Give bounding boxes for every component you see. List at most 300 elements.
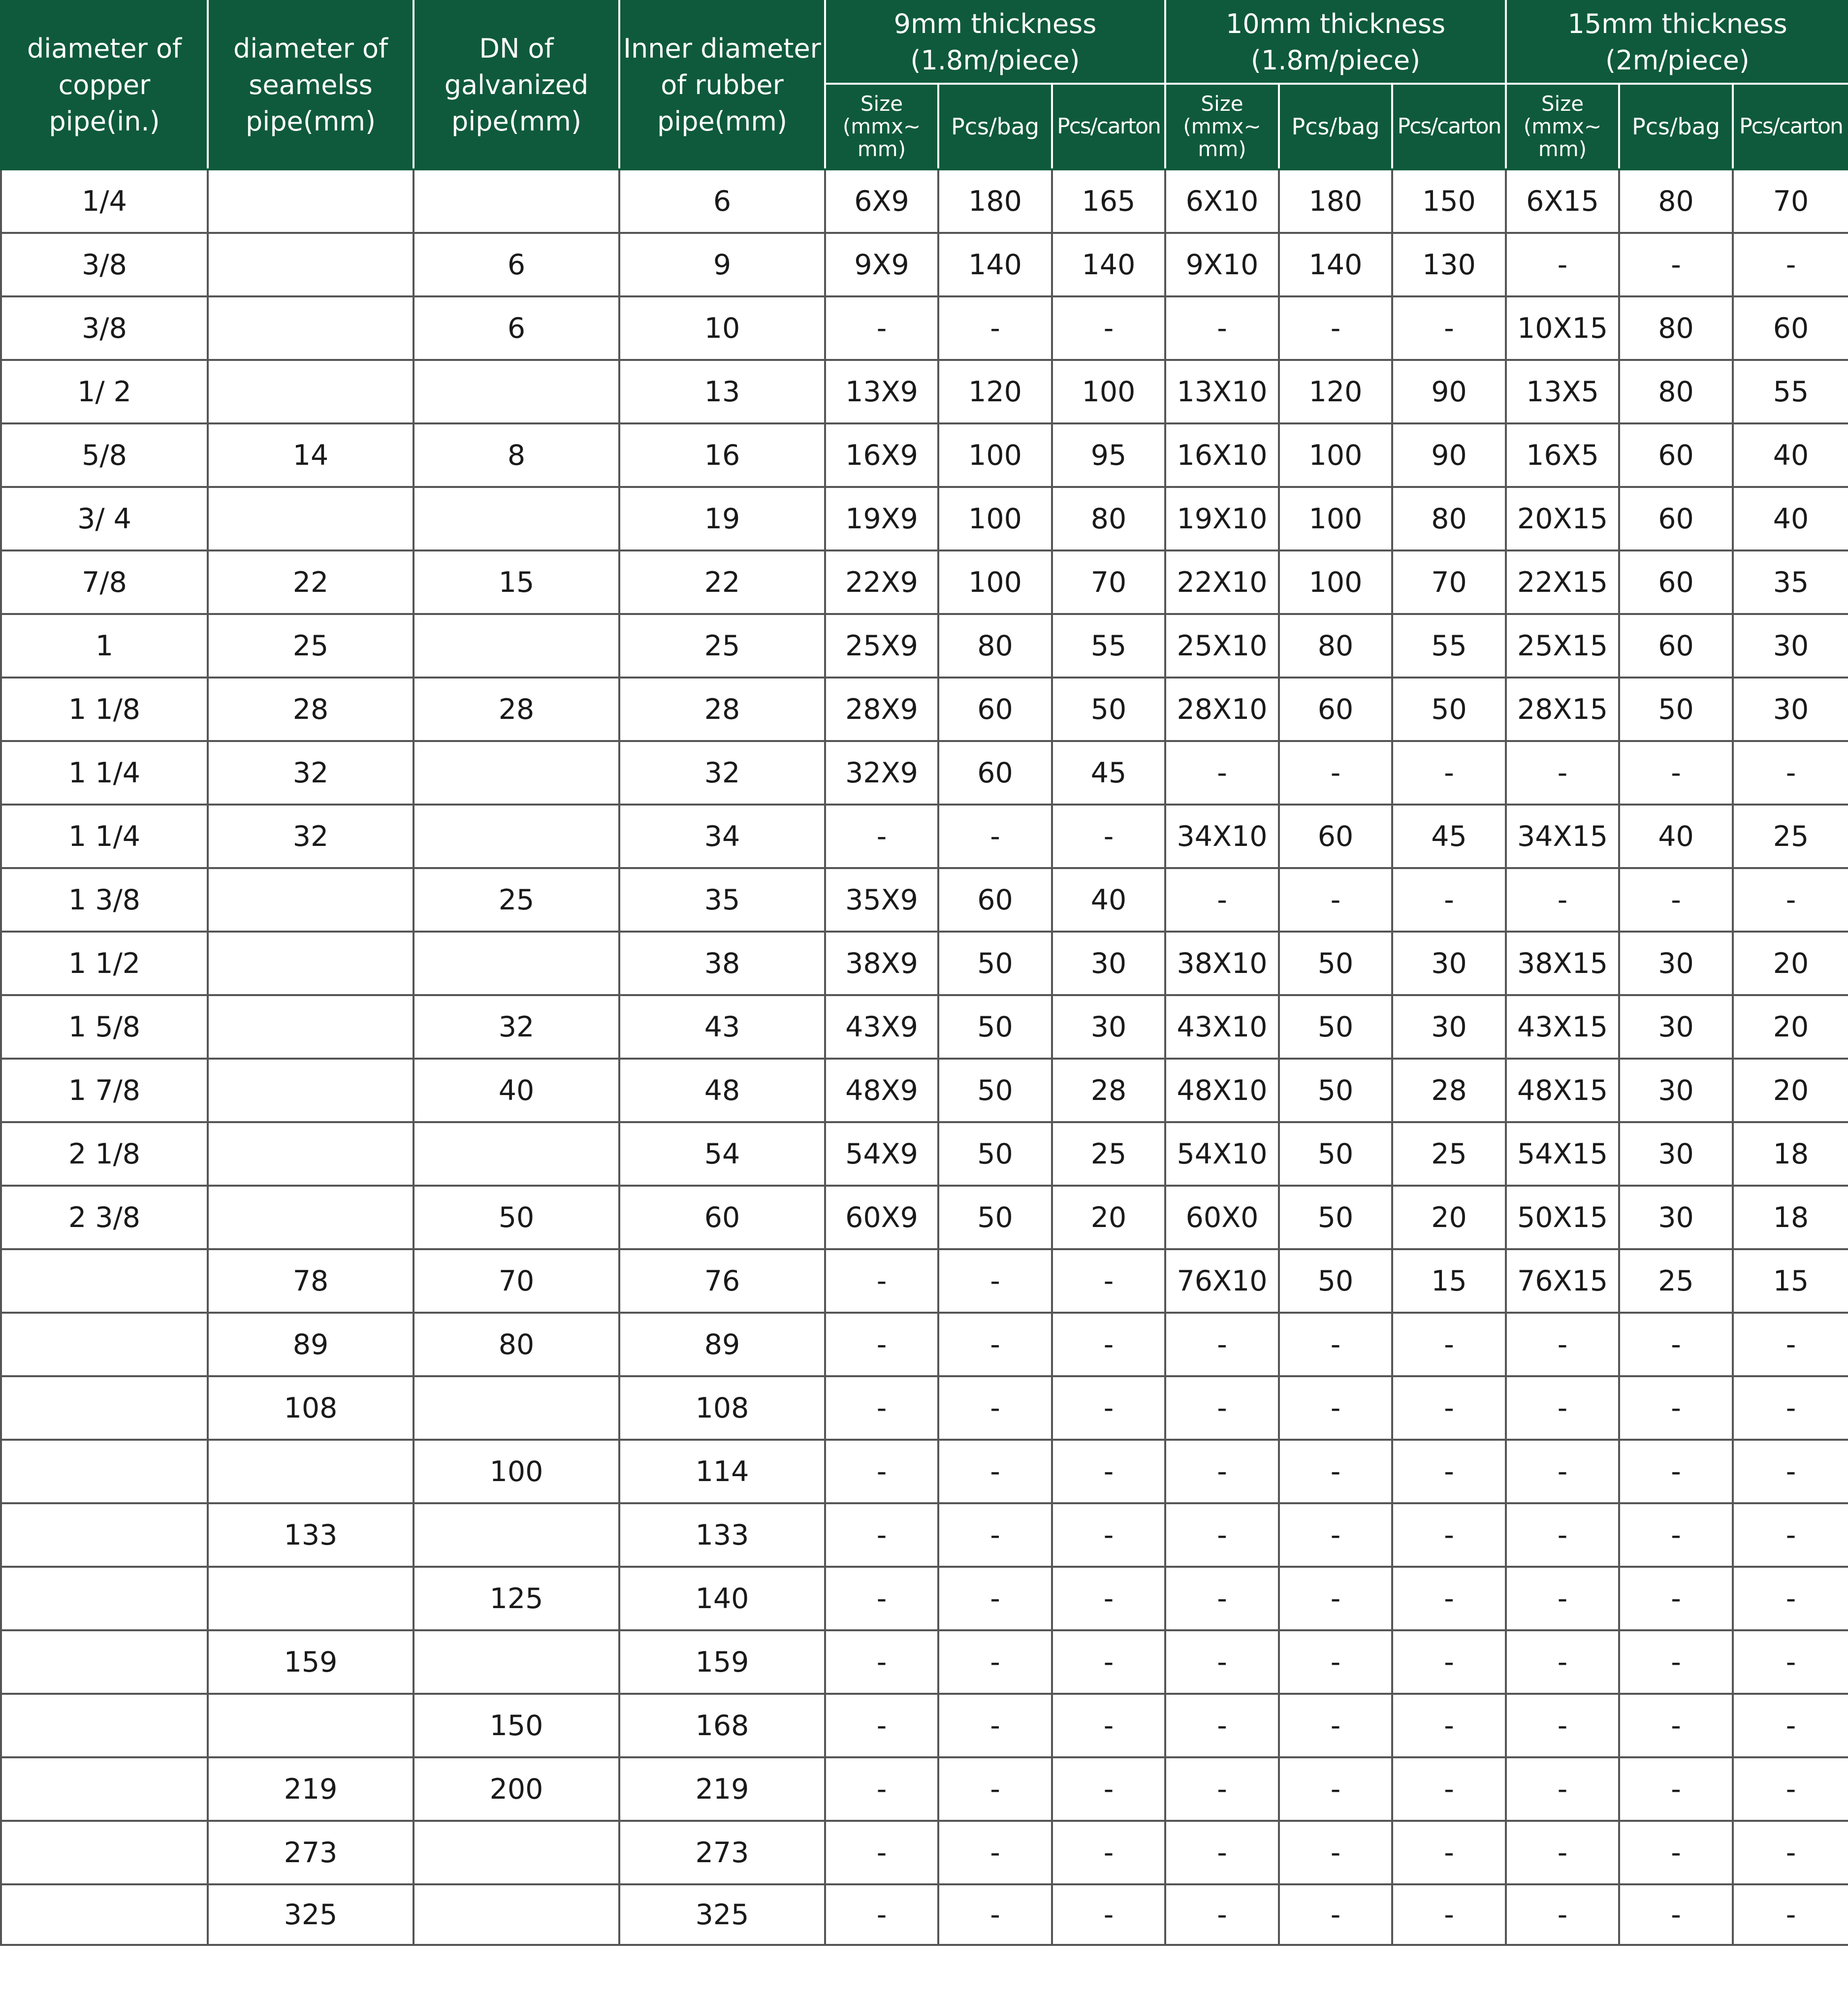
- table-row: [1, 1059, 1848, 1122]
- table-cell: -: [938, 1440, 1052, 1503]
- table-cell: 30: [1392, 932, 1506, 995]
- table-cell: 325: [208, 1884, 414, 1945]
- table-cell: 28: [1392, 1059, 1506, 1122]
- table-cell: -: [1279, 1567, 1392, 1630]
- table-cell: 80: [1619, 360, 1733, 423]
- table-cell: 60: [1619, 614, 1733, 678]
- table-cell: -: [938, 1376, 1052, 1440]
- table-cell: 80: [414, 1313, 619, 1376]
- table-cell: 95: [1052, 423, 1165, 487]
- table-row: [1, 1821, 1848, 1884]
- table-cell: 60X9: [825, 1186, 938, 1249]
- table-cell: 108: [619, 1376, 825, 1440]
- table-cell: [208, 487, 414, 550]
- table-cell: 70: [1052, 550, 1165, 614]
- table-cell: 22X9: [825, 550, 938, 614]
- table-cell: 120: [1279, 360, 1392, 423]
- table-cell: -: [1165, 868, 1279, 932]
- table-cell: 18: [1733, 1186, 1848, 1249]
- table-cell: 1 7/8: [1, 1059, 208, 1122]
- table-cell: 28: [414, 678, 619, 741]
- table-cell: 13X9: [825, 360, 938, 423]
- table-cell: -: [1279, 741, 1392, 805]
- table-cell: -: [1052, 805, 1165, 868]
- table-cell: 50: [1392, 678, 1506, 741]
- table-cell: 10: [619, 296, 825, 360]
- table-cell: 60: [1279, 805, 1392, 868]
- table-cell: [1, 1440, 208, 1503]
- table-cell: -: [1279, 1821, 1392, 1884]
- table-cell: 48X15: [1506, 1059, 1619, 1122]
- table-cell: 13: [619, 360, 825, 423]
- table-cell: -: [1733, 1757, 1848, 1821]
- table-cell: 100: [1279, 550, 1392, 614]
- table-cell: 60: [619, 1186, 825, 1249]
- table-cell: 35: [1733, 550, 1848, 614]
- table-cell: -: [1165, 1694, 1279, 1757]
- table-cell: [208, 932, 414, 995]
- table-cell: -: [1506, 233, 1619, 296]
- table-cell: 100: [938, 423, 1052, 487]
- table-cell: -: [1392, 296, 1506, 360]
- table-cell: -: [1619, 233, 1733, 296]
- table-cell: 50: [938, 932, 1052, 995]
- table-cell: 30: [1619, 1122, 1733, 1186]
- table-cell: -: [1619, 1630, 1733, 1694]
- table-cell: 25: [619, 614, 825, 678]
- table-cell: 80: [1619, 296, 1733, 360]
- table-cell: -: [825, 1249, 938, 1313]
- table-cell: 13X10: [1165, 360, 1279, 423]
- table-cell: 325: [619, 1884, 825, 1945]
- table-row: [1, 1440, 1848, 1503]
- table-cell: 6X10: [1165, 169, 1279, 233]
- table-cell: 20: [1733, 932, 1848, 995]
- table-cell: 100: [414, 1440, 619, 1503]
- table-cell: -: [1619, 1503, 1733, 1567]
- table-row: [1, 360, 1848, 423]
- table-cell: 22X10: [1165, 550, 1279, 614]
- table-cell: -: [1619, 1821, 1733, 1884]
- table-cell: -: [1279, 868, 1392, 932]
- table-cell: -: [1733, 1376, 1848, 1440]
- subheader-pcs-carton: Pcs/carton: [1392, 84, 1506, 169]
- table-cell: 70: [1733, 169, 1848, 233]
- table-cell: 180: [1279, 169, 1392, 233]
- table-cell: [208, 296, 414, 360]
- table-cell: 30: [1619, 1186, 1733, 1249]
- table-cell: [208, 1694, 414, 1757]
- table-cell: [208, 1122, 414, 1186]
- table-cell: 80: [1279, 614, 1392, 678]
- table-cell: 54X10: [1165, 1122, 1279, 1186]
- table-cell: 100: [938, 550, 1052, 614]
- table-row: [1, 995, 1848, 1059]
- table-cell: 50: [1279, 995, 1392, 1059]
- table-cell: -: [1279, 1630, 1392, 1694]
- table-cell: 3/8: [1, 296, 208, 360]
- table-cell: 15: [414, 550, 619, 614]
- table-cell: 60: [1619, 423, 1733, 487]
- subheader-size: Size (mmx~ mm): [1506, 84, 1619, 169]
- table-cell: 1/ 2: [1, 360, 208, 423]
- table-cell: 50: [938, 1186, 1052, 1249]
- table-cell: 25: [1733, 805, 1848, 868]
- table-cell: 50: [938, 1122, 1052, 1186]
- table-cell: -: [1052, 1503, 1165, 1567]
- table-cell: 30: [1619, 995, 1733, 1059]
- table-cell: 50: [414, 1186, 619, 1249]
- table-cell: [1, 1503, 208, 1567]
- table-cell: 50: [1279, 932, 1392, 995]
- table-cell: -: [1279, 1313, 1392, 1376]
- header-copper-pipe: diameter of copper pipe(in.): [1, 1, 208, 169]
- table-cell: 28X15: [1506, 678, 1619, 741]
- table-cell: -: [1165, 1821, 1279, 1884]
- table-cell: 3/8: [1, 233, 208, 296]
- table-cell: -: [1506, 1630, 1619, 1694]
- table-cell: -: [1392, 1440, 1506, 1503]
- table-cell: 28X9: [825, 678, 938, 741]
- table-cell: [1, 1376, 208, 1440]
- table-cell: 60X0: [1165, 1186, 1279, 1249]
- table-cell: -: [1506, 1884, 1619, 1945]
- table-cell: -: [1279, 1376, 1392, 1440]
- table-cell: 108: [208, 1376, 414, 1440]
- table-cell: 15: [1733, 1249, 1848, 1313]
- table-cell: 114: [619, 1440, 825, 1503]
- table-cell: 20: [1052, 1186, 1165, 1249]
- table-cell: 45: [1052, 741, 1165, 805]
- table-cell: 76X10: [1165, 1249, 1279, 1313]
- table-cell: [414, 487, 619, 550]
- table-cell: 1 1/2: [1, 932, 208, 995]
- table-cell: 80: [1052, 487, 1165, 550]
- table-cell: 32: [619, 741, 825, 805]
- table-cell: [414, 1376, 619, 1440]
- table-cell: -: [938, 1630, 1052, 1694]
- table-cell: 48X9: [825, 1059, 938, 1122]
- header-group-9mm: 9mm thickness (1.8m/piece): [825, 1, 1165, 84]
- table-cell: 38X10: [1165, 932, 1279, 995]
- table-cell: 150: [414, 1694, 619, 1757]
- table-cell: -: [825, 1630, 938, 1694]
- table-cell: -: [1506, 1440, 1619, 1503]
- table-cell: -: [1733, 1630, 1848, 1694]
- table-cell: 40: [414, 1059, 619, 1122]
- table-cell: 133: [619, 1503, 825, 1567]
- table-body: [1, 169, 1848, 1945]
- table-cell: -: [1506, 1694, 1619, 1757]
- table-cell: -: [1052, 1694, 1165, 1757]
- table-cell: [414, 741, 619, 805]
- table-cell: -: [938, 1694, 1052, 1757]
- table-cell: -: [1279, 1757, 1392, 1821]
- table-cell: 70: [414, 1249, 619, 1313]
- table-cell: 78: [208, 1249, 414, 1313]
- table-cell: -: [938, 805, 1052, 868]
- table-cell: -: [1619, 1694, 1733, 1757]
- table-cell: [414, 614, 619, 678]
- table-cell: 6X9: [825, 169, 938, 233]
- table-cell: 25: [1052, 1122, 1165, 1186]
- table-cell: [414, 169, 619, 233]
- table-cell: 50: [938, 1059, 1052, 1122]
- table-cell: -: [1619, 1313, 1733, 1376]
- table-cell: -: [1165, 1884, 1279, 1945]
- table-cell: -: [1619, 1567, 1733, 1630]
- table-cell: 50: [938, 995, 1052, 1059]
- table-cell: -: [1392, 1884, 1506, 1945]
- table-cell: -: [1165, 741, 1279, 805]
- table-cell: 140: [1052, 233, 1165, 296]
- table-row: [1, 678, 1848, 741]
- table-row: [1, 1249, 1848, 1313]
- table-cell: 16X10: [1165, 423, 1279, 487]
- table-cell: 2 1/8: [1, 1122, 208, 1186]
- table-cell: 70: [1392, 550, 1506, 614]
- table-row: [1, 1567, 1848, 1630]
- table-row: [1, 1630, 1848, 1694]
- table-cell: 8: [414, 423, 619, 487]
- table-cell: 30: [1733, 678, 1848, 741]
- table-cell: 48: [619, 1059, 825, 1122]
- table-cell: [208, 1567, 414, 1630]
- table-cell: 133: [208, 1503, 414, 1567]
- table-cell: [1, 1757, 208, 1821]
- table-cell: 10X15: [1506, 296, 1619, 360]
- table-cell: 50: [1052, 678, 1165, 741]
- table-cell: -: [1052, 1567, 1165, 1630]
- table-cell: 1 1/4: [1, 805, 208, 868]
- table-cell: 140: [619, 1567, 825, 1630]
- table-cell: 25X10: [1165, 614, 1279, 678]
- table-cell: -: [1619, 1440, 1733, 1503]
- table-cell: 22X15: [1506, 550, 1619, 614]
- table-cell: 40: [1052, 868, 1165, 932]
- table-cell: -: [825, 805, 938, 868]
- table-cell: 89: [208, 1313, 414, 1376]
- header-dn-galvanized-pipe: DN of galvanized pipe(mm): [414, 1, 619, 169]
- table-cell: 6X15: [1506, 169, 1619, 233]
- table-cell: -: [1392, 1567, 1506, 1630]
- table-cell: 150: [1392, 169, 1506, 233]
- table-cell: 125: [414, 1567, 619, 1630]
- table-cell: 38X15: [1506, 932, 1619, 995]
- table-cell: -: [1392, 868, 1506, 932]
- table-cell: 1: [1, 614, 208, 678]
- table-cell: -: [1165, 1503, 1279, 1567]
- table-cell: -: [1392, 1313, 1506, 1376]
- table-cell: -: [938, 1313, 1052, 1376]
- table-cell: -: [938, 1249, 1052, 1313]
- table-cell: -: [1165, 1376, 1279, 1440]
- table-cell: -: [938, 1567, 1052, 1630]
- table-cell: 20: [1733, 1059, 1848, 1122]
- table-cell: 90: [1392, 360, 1506, 423]
- table-cell: 100: [1279, 487, 1392, 550]
- table-cell: 60: [938, 678, 1052, 741]
- table-cell: -: [825, 1884, 938, 1945]
- table-cell: -: [1165, 1567, 1279, 1630]
- table-cell: 219: [208, 1757, 414, 1821]
- table-cell: -: [938, 1884, 1052, 1945]
- subheader-pcs-bag: Pcs/bag: [1279, 84, 1392, 169]
- table-row: [1, 1313, 1848, 1376]
- table-cell: [1, 1694, 208, 1757]
- table-cell: 30: [1052, 995, 1165, 1059]
- table-cell: 100: [938, 487, 1052, 550]
- table-cell: -: [1733, 233, 1848, 296]
- table-cell: 38: [619, 932, 825, 995]
- table-cell: 100: [1279, 423, 1392, 487]
- table-cell: -: [1279, 296, 1392, 360]
- table-cell: 38X9: [825, 932, 938, 995]
- table-cell: 28: [619, 678, 825, 741]
- table-row: [1, 169, 1848, 233]
- table-cell: 90: [1392, 423, 1506, 487]
- table-cell: -: [1052, 1313, 1165, 1376]
- table-cell: 14: [208, 423, 414, 487]
- table-cell: 60: [1619, 487, 1733, 550]
- table-cell: -: [938, 1503, 1052, 1567]
- table-cell: 9: [619, 233, 825, 296]
- table-cell: -: [1392, 1821, 1506, 1884]
- table-cell: [208, 360, 414, 423]
- table-cell: -: [1279, 1884, 1392, 1945]
- table-cell: 30: [1619, 932, 1733, 995]
- table-cell: -: [1619, 1376, 1733, 1440]
- table-cell: [414, 1122, 619, 1186]
- table-cell: 76X15: [1506, 1249, 1619, 1313]
- table-cell: 50: [1279, 1249, 1392, 1313]
- table-cell: -: [1392, 1757, 1506, 1821]
- table-cell: 43X15: [1506, 995, 1619, 1059]
- table-row: [1, 487, 1848, 550]
- table-cell: -: [1392, 1630, 1506, 1694]
- table-cell: 25X15: [1506, 614, 1619, 678]
- table-cell: 130: [1392, 233, 1506, 296]
- table-cell: 28X10: [1165, 678, 1279, 741]
- table-cell: [414, 805, 619, 868]
- table-cell: 16: [619, 423, 825, 487]
- table-cell: 20: [1733, 995, 1848, 1059]
- table-cell: 40: [1619, 805, 1733, 868]
- table-cell: -: [1052, 1884, 1165, 1945]
- table-cell: -: [1392, 1376, 1506, 1440]
- table-cell: 80: [1619, 169, 1733, 233]
- table-cell: [414, 1630, 619, 1694]
- table-cell: [1, 1567, 208, 1630]
- table-cell: -: [1506, 1313, 1619, 1376]
- table-cell: 16X5: [1506, 423, 1619, 487]
- table-cell: 50: [1279, 1122, 1392, 1186]
- table-cell: 43X10: [1165, 995, 1279, 1059]
- table-cell: -: [825, 1757, 938, 1821]
- table-cell: [414, 1884, 619, 1945]
- table-cell: 1 3/8: [1, 868, 208, 932]
- table-cell: 50X15: [1506, 1186, 1619, 1249]
- subheader-pcs-bag: Pcs/bag: [1619, 84, 1733, 169]
- table-row: [1, 1122, 1848, 1186]
- table-cell: -: [1052, 1821, 1165, 1884]
- table-row: [1, 550, 1848, 614]
- table-cell: 219: [619, 1757, 825, 1821]
- table-cell: -: [938, 1757, 1052, 1821]
- table-cell: 30: [1052, 932, 1165, 995]
- table-cell: 34X15: [1506, 805, 1619, 868]
- table-cell: 60: [938, 868, 1052, 932]
- table-cell: 50: [1279, 1186, 1392, 1249]
- table-cell: -: [1506, 868, 1619, 932]
- table-cell: [208, 1440, 414, 1503]
- subheader-pcs-carton: Pcs/carton: [1052, 84, 1165, 169]
- table-cell: -: [1506, 741, 1619, 805]
- table-cell: 34X10: [1165, 805, 1279, 868]
- table-row: [1, 233, 1848, 296]
- table-cell: 55: [1052, 614, 1165, 678]
- table-cell: 32X9: [825, 741, 938, 805]
- table-cell: 6: [414, 296, 619, 360]
- table-cell: [414, 360, 619, 423]
- table-cell: -: [1052, 1440, 1165, 1503]
- table-cell: -: [1052, 1630, 1165, 1694]
- table-row: [1, 614, 1848, 678]
- table-cell: 19X9: [825, 487, 938, 550]
- table-row: [1, 296, 1848, 360]
- table-cell: [208, 233, 414, 296]
- table-cell: 55: [1392, 614, 1506, 678]
- table-cell: -: [1733, 1567, 1848, 1630]
- table-cell: 30: [1619, 1059, 1733, 1122]
- table-cell: 43X9: [825, 995, 938, 1059]
- table-cell: 1 1/4: [1, 741, 208, 805]
- table-cell: -: [1052, 296, 1165, 360]
- table-cell: [414, 932, 619, 995]
- table-cell: 140: [938, 233, 1052, 296]
- table-cell: -: [1279, 1503, 1392, 1567]
- table-cell: 7/8: [1, 550, 208, 614]
- table-row: [1, 868, 1848, 932]
- table-cell: 165: [1052, 169, 1165, 233]
- table-cell: -: [1733, 741, 1848, 805]
- table-cell: 50: [1279, 1059, 1392, 1122]
- table-cell: 43: [619, 995, 825, 1059]
- table-cell: 25: [208, 614, 414, 678]
- table-cell: -: [1733, 1694, 1848, 1757]
- table-cell: -: [1052, 1376, 1165, 1440]
- table-cell: [1, 1313, 208, 1376]
- table-cell: 13X5: [1506, 360, 1619, 423]
- table-cell: -: [825, 1567, 938, 1630]
- table-row: [1, 1884, 1848, 1945]
- table-cell: 32: [208, 805, 414, 868]
- table-cell: [414, 1503, 619, 1567]
- table-cell: -: [1165, 1313, 1279, 1376]
- table-cell: -: [938, 296, 1052, 360]
- table-cell: 34: [619, 805, 825, 868]
- table-cell: 30: [1733, 614, 1848, 678]
- subheader-size: Size (mmx~ mm): [1165, 84, 1279, 169]
- table-cell: 40: [1733, 423, 1848, 487]
- table-cell: 6: [619, 169, 825, 233]
- table-cell: -: [1506, 1757, 1619, 1821]
- table-cell: -: [1506, 1821, 1619, 1884]
- table-cell: 54X15: [1506, 1122, 1619, 1186]
- table-cell: [208, 169, 414, 233]
- table-cell: 159: [208, 1630, 414, 1694]
- table-cell: 50: [1619, 678, 1733, 741]
